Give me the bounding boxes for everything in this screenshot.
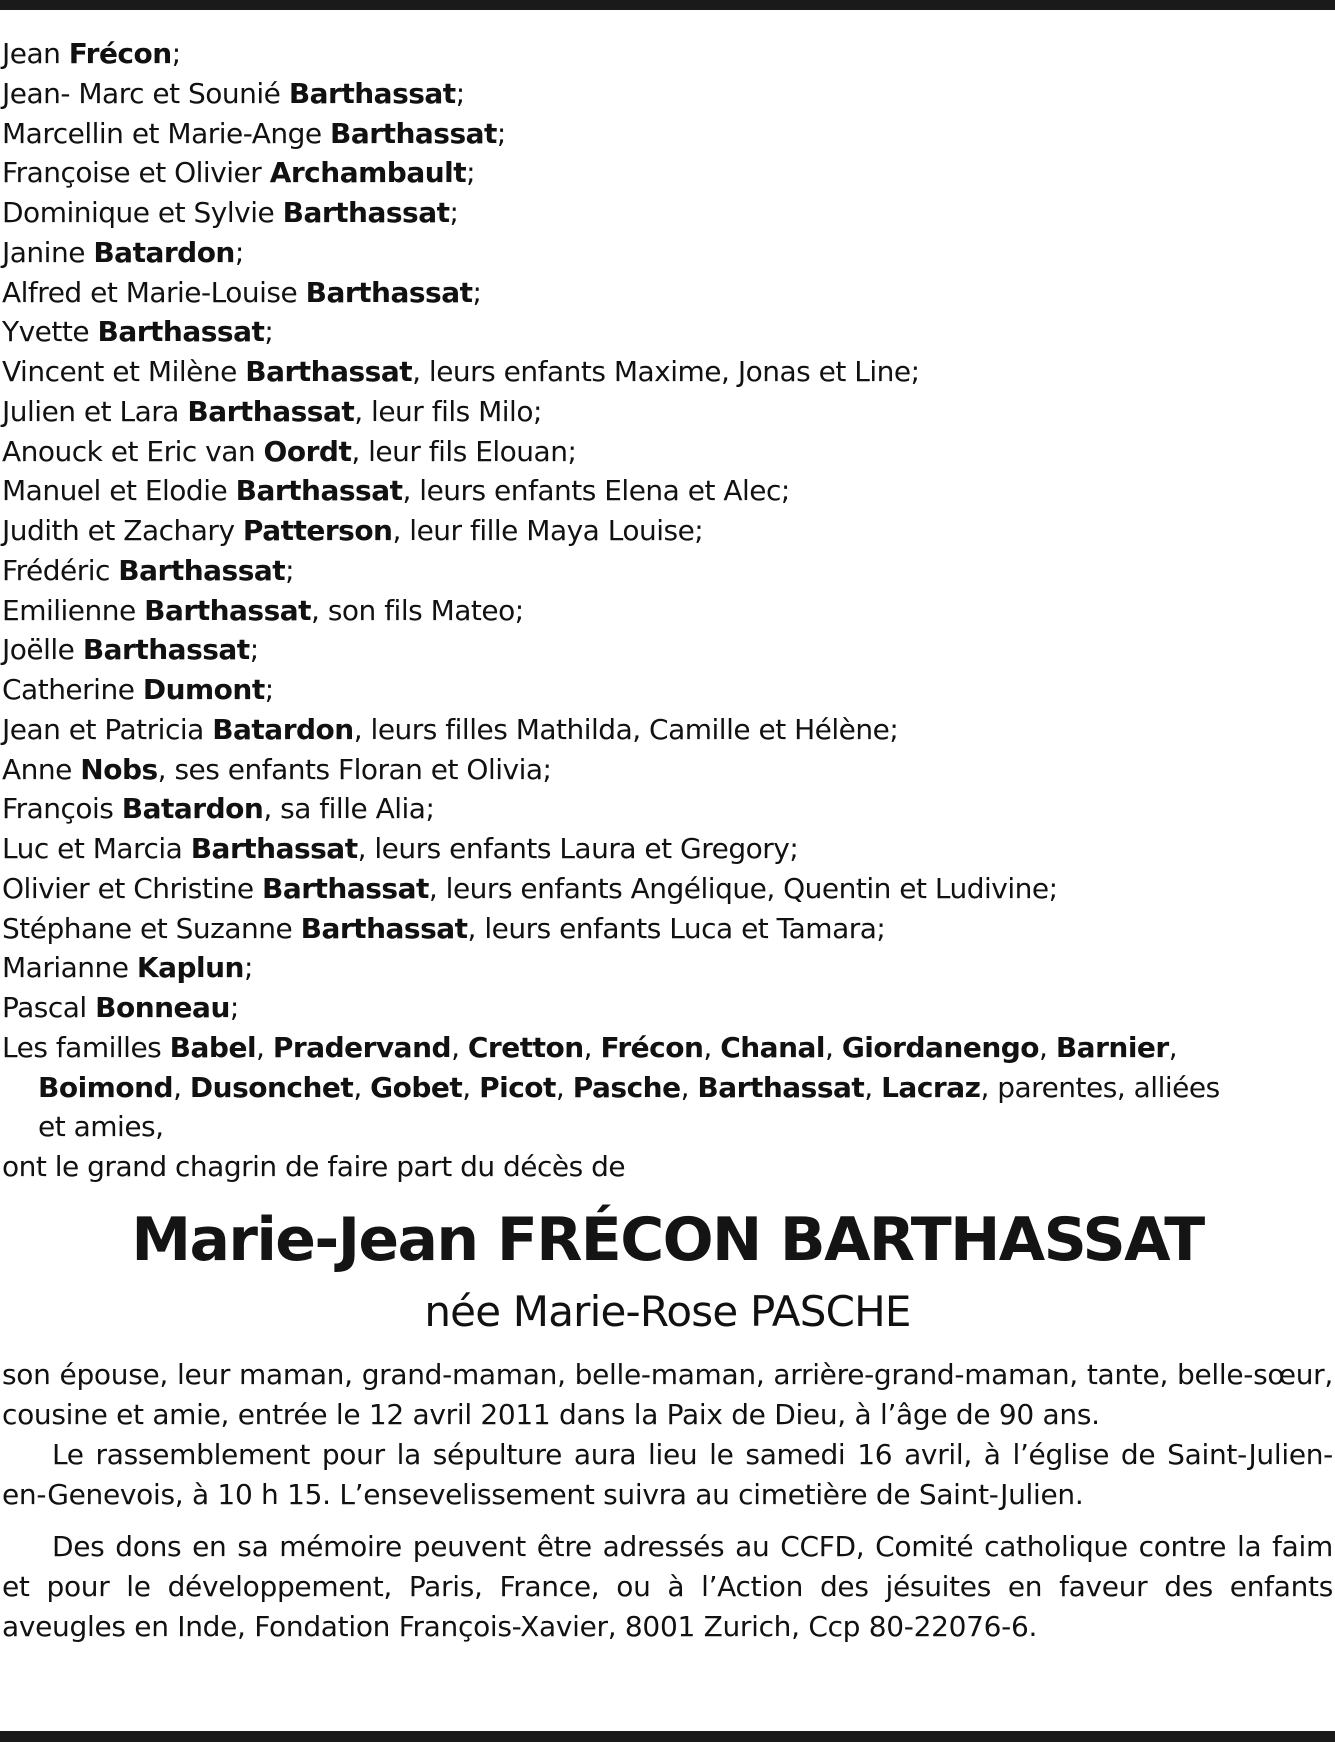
- top-rule: [0, 0, 1335, 10]
- family-line: [2, 153, 1333, 193]
- family-line: [2, 273, 1333, 313]
- family-text: Yvette: [2, 315, 98, 349]
- family-text: ;: [496, 116, 506, 150]
- family-surname: Archambault: [269, 156, 467, 190]
- family-text: , parentes, alliées: [980, 1070, 1220, 1104]
- family-surname: Barthassat: [282, 196, 450, 229]
- family-surname: Pasche: [572, 1070, 681, 1104]
- family-text: Emilienne: [2, 593, 145, 627]
- bottom-rule: [0, 1731, 1335, 1742]
- family-text: , sa fille Alia;: [263, 792, 435, 826]
- family-line: [2, 829, 1333, 869]
- family-text: , leurs enfants Maxime, Jonas et Line;: [412, 355, 920, 388]
- family-text: Jean: [2, 37, 69, 70]
- obituary-notice: [2, 34, 1333, 1647]
- family-text: ;: [455, 76, 465, 110]
- donations-paragraph: Des dons en sa mémoire peuvent être adressés au CCFD, Comité catholique contre la faim et pour le développement, Paris, France, ou à l’Action des jésuites en faveur des enfants aveugles en Inde, Fondation François-Xavier, 8001 Zurich, Ccp 80-22076-6.: [2, 1529, 1333, 1643]
- family-text: Manuel et Elodie: [2, 474, 236, 508]
- family-surname: Frécon: [600, 1030, 704, 1064]
- family-text: ,: [1039, 1030, 1056, 1064]
- family-text: ;: [472, 275, 482, 309]
- family-line: [2, 750, 1333, 790]
- family-text: , leurs filles Mathilda, Camille et Hélène;: [353, 712, 899, 746]
- family-text: , leurs enfants Elena et Alec;: [402, 474, 790, 508]
- family-surname: Cretton: [467, 1030, 584, 1064]
- family-surname: Barthassat: [82, 633, 250, 667]
- birth-name: née Marie-Rose PASCHE: [424, 1286, 911, 1336]
- family-surname: Bonneau: [95, 991, 230, 1024]
- family-text: Anouck et Eric van: [2, 434, 264, 468]
- family-line: [2, 114, 1333, 154]
- deceased-name: Marie-Jean FRÉCON BARTHASSAT: [131, 1204, 1204, 1275]
- family-list: [2, 34, 1333, 1147]
- family-line: [2, 471, 1333, 511]
- family-text: , leur fils Milo;: [354, 394, 542, 428]
- family-text: Joëlle: [2, 633, 83, 667]
- family-text: ,: [462, 1070, 480, 1104]
- family-line: [2, 1068, 1333, 1108]
- family-text: ;: [449, 196, 459, 229]
- family-surname: Lacraz: [881, 1070, 981, 1104]
- family-text: Marcellin et Marie-Ange: [2, 116, 331, 150]
- family-text: Marianne: [2, 951, 137, 985]
- family-text: Luc et Marcia: [2, 832, 191, 865]
- family-surname: Barthassat: [97, 315, 265, 349]
- family-text: ;: [264, 673, 274, 706]
- family-text: ;: [466, 156, 476, 190]
- family-text: Vincent et Milène: [2, 355, 246, 388]
- family-surname: Barthassat: [245, 355, 413, 388]
- family-text: Alfred et Marie-Louise: [2, 275, 306, 309]
- family-text: Les familles: [2, 1030, 170, 1064]
- family-surname: Babel: [169, 1030, 257, 1064]
- family-line: [2, 630, 1333, 670]
- family-text: ,: [1168, 1030, 1178, 1064]
- family-surname: Barthassat: [235, 474, 403, 508]
- family-surname: Nobs: [80, 752, 158, 786]
- family-surname: Giordanengo: [841, 1030, 1040, 1064]
- family-text: Jean- Marc et Sounié: [2, 76, 289, 110]
- family-text: , leur fils Elouan;: [351, 434, 577, 468]
- family-surname: Dusonchet: [189, 1070, 354, 1104]
- family-line: [2, 352, 1333, 392]
- family-surname: Chanal: [720, 1030, 826, 1064]
- family-text: , leurs enfants Angélique, Quentin et Ludivine;: [428, 871, 1058, 905]
- family-line: [2, 789, 1333, 829]
- family-surname: Barnier: [1055, 1030, 1169, 1064]
- family-surname: Batardon: [212, 712, 354, 746]
- family-text: , ses enfants Floran et Olivia;: [157, 752, 552, 786]
- family-surname: Barthassat: [190, 832, 358, 865]
- family-text: ;: [229, 991, 239, 1024]
- family-surname: Picot: [479, 1070, 556, 1104]
- relation-paragraph: son épouse, leur maman, grand-maman, belle-maman, arrière-grand-maman, tante, belle-sœur, cousine et amie, entrée le 12 avril 2011 dans la Paix de Dieu, à l’âge de 90 ans.: [2, 1357, 1333, 1431]
- family-text: ;: [244, 951, 253, 985]
- family-line: [2, 432, 1333, 472]
- family-text: ,: [825, 1030, 842, 1064]
- family-surname: Barthassat: [144, 593, 312, 627]
- family-text: ;: [285, 553, 295, 587]
- family-surname: Oordt: [263, 434, 352, 468]
- family-line: [2, 1028, 1333, 1068]
- family-text: Anne: [2, 752, 81, 786]
- family-surname: Batardon: [93, 235, 235, 269]
- announcement-intro: ont le grand chagrin de faire part du décès de: [2, 1150, 626, 1183]
- family-line: [2, 392, 1333, 432]
- family-surname: Barthassat: [288, 76, 456, 110]
- ceremony-paragraph: Le rassemblement pour la sépulture aura lieu le samedi 16 avril, à l’église de Saint-Julien-en-Genevois, à 10 h 15. L’ensevelissement suivra au cimetière de Saint-Julien.: [2, 1437, 1333, 1511]
- family-surname: Frécon: [68, 37, 172, 70]
- family-text: Catherine: [2, 673, 143, 706]
- family-text: ,: [703, 1030, 721, 1064]
- family-line: [2, 312, 1333, 352]
- family-surname: Boimond: [38, 1070, 174, 1104]
- family-surname: Barthassat: [300, 911, 468, 945]
- family-text: Judith et Zachary: [2, 514, 243, 547]
- family-surname: Pradervand: [272, 1030, 452, 1064]
- family-text: , leurs enfants Laura et Gregory;: [357, 832, 799, 865]
- family-text: , leur fille Maya Louise;: [392, 514, 704, 547]
- family-line: [2, 988, 1333, 1028]
- family-text: Janine: [2, 235, 94, 269]
- family-surname: Barthassat: [187, 394, 355, 428]
- family-text: Françoise et Olivier: [2, 156, 270, 190]
- family-line: [2, 193, 1333, 233]
- family-surname: Kaplun: [136, 951, 244, 985]
- family-surname: Barthassat: [118, 553, 286, 587]
- family-surname: Barthassat: [697, 1070, 865, 1104]
- family-surname: Barthassat: [330, 116, 497, 150]
- family-line: [2, 34, 1333, 74]
- family-surname: Barthassat: [305, 275, 473, 309]
- family-text: Olivier et Christine: [2, 871, 262, 905]
- family-line: [2, 909, 1333, 949]
- family-text: Pascal: [2, 991, 96, 1024]
- family-surname: Gobet: [370, 1070, 463, 1104]
- family-text: ;: [264, 315, 274, 349]
- family-surname: Barthassat: [262, 871, 429, 905]
- family-text: ,: [173, 1070, 190, 1104]
- family-text: ,: [256, 1030, 273, 1064]
- family-line: [2, 551, 1333, 591]
- family-line: [2, 591, 1333, 631]
- family-text: ,: [864, 1070, 882, 1104]
- family-surname: Dumont: [142, 673, 265, 706]
- family-text: ,: [680, 1070, 698, 1104]
- family-line: [2, 948, 1333, 988]
- family-text: ,: [555, 1070, 573, 1104]
- family-surname: Batardon: [121, 792, 264, 826]
- family-text: , son fils Mateo;: [311, 593, 524, 627]
- family-text: François: [2, 792, 122, 826]
- family-text: Stéphane et Suzanne: [2, 911, 301, 945]
- family-text: et amies,: [38, 1110, 164, 1144]
- family-text: , leurs enfants Luca et Tamara;: [467, 911, 886, 945]
- family-text: Dominique et Sylvie: [2, 196, 283, 229]
- family-text: ;: [171, 37, 181, 70]
- family-line: [2, 710, 1333, 750]
- family-line: [2, 74, 1333, 114]
- family-line: [2, 869, 1333, 909]
- family-line: [2, 670, 1333, 710]
- family-line: [2, 511, 1333, 551]
- family-text: ,: [353, 1070, 371, 1104]
- family-surname: Patterson: [242, 514, 393, 547]
- family-line: [2, 1107, 1333, 1147]
- family-text: ;: [249, 633, 259, 667]
- family-text: ,: [583, 1030, 601, 1064]
- family-line: [2, 233, 1333, 273]
- family-text: ,: [451, 1030, 468, 1064]
- family-text: ;: [234, 235, 244, 269]
- family-text: Frédéric: [2, 553, 119, 587]
- family-text: Jean et Patricia: [2, 712, 213, 746]
- family-text: Julien et Lara: [2, 394, 188, 428]
